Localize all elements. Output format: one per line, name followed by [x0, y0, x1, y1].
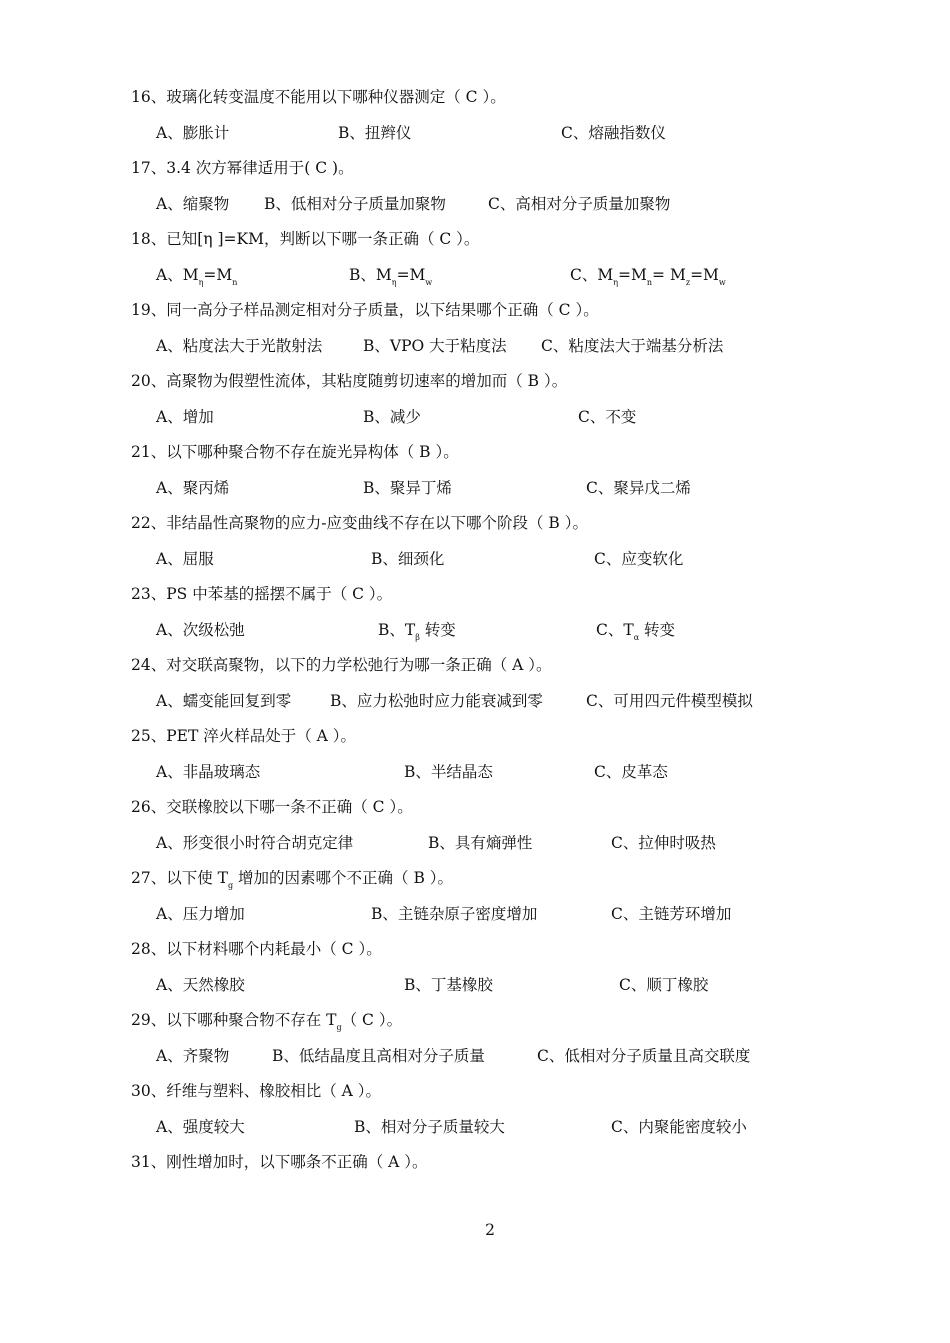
option-b: B、$M_\eta=M_w$	[349, 266, 433, 287]
question-stem: 23、PS 中苯基的摇摆不属于（ C ）。	[131, 585, 393, 603]
option-c: C、低相对分子质量且高交联度	[537, 1047, 751, 1065]
option-a: A、形变很小时符合胡克定律	[156, 834, 354, 852]
option-b: B、丁基橡胶	[404, 976, 493, 994]
option-a: A、$M_\eta=M_n$	[156, 266, 238, 287]
question-stem: 30、纤维与塑料、橡胶相比（ A ）。	[131, 1082, 382, 1100]
option-a: A、增加	[156, 408, 214, 426]
option-c: C、应变软化	[594, 550, 684, 568]
option-a: A、强度较大	[156, 1118, 245, 1136]
option-row	[156, 691, 796, 713]
option-c: C、$T_\alpha$ 转变	[596, 621, 676, 642]
option-b: B、细颈化	[371, 550, 445, 568]
option-row	[156, 265, 796, 287]
option-c: C、熔融指数仪	[561, 124, 666, 142]
option-b: B、扭辫仪	[338, 124, 412, 142]
option-a: A、蠕变能回复到零	[156, 692, 292, 710]
option-row	[156, 194, 796, 216]
question-stem: 26、交联橡胶以下哪一条不正确（ C ）。	[131, 798, 413, 816]
option-b: B、低相对分子质量加聚物	[264, 195, 446, 213]
option-c: C、顺丁橡胶	[619, 976, 709, 994]
option-b: B、主链杂原子密度增加	[371, 905, 538, 923]
option-row	[156, 336, 796, 358]
option-a: A、天然橡胶	[156, 976, 245, 994]
option-a: A、膨胀计	[156, 124, 230, 142]
question-stem: 22、非结晶性高聚物的应力-应变曲线不存在以下哪个阶段（ B ）。	[131, 514, 588, 532]
option-c: C、拉伸时吸热	[611, 834, 716, 852]
question-stem: 27、以下使 $T_g$ 增加的因素哪个不正确（ B ）。	[131, 869, 454, 890]
option-b: B、半结晶态	[404, 763, 493, 781]
option-row	[156, 833, 796, 855]
option-a: A、屈服	[156, 550, 214, 568]
option-a: A、齐聚物	[156, 1047, 230, 1065]
page-number: 2	[485, 1221, 495, 1239]
option-row	[156, 1046, 796, 1068]
option-row	[156, 975, 796, 997]
option-row	[156, 620, 796, 642]
question-stem: 21、以下哪种聚合物不存在旋光异构体（ B ）。	[131, 443, 459, 461]
question-stem: 25、PET 淬火样品处于（ A ）。	[131, 727, 357, 745]
option-a: A、压力增加	[156, 905, 245, 923]
question-stem: 24、对交联高聚物，以下的力学松弛行为哪一条正确（ A ）。	[131, 656, 552, 674]
question-stem: 31、刚性增加时，以下哪条不正确（ A ）。	[131, 1153, 428, 1171]
option-b: B、$T_\beta$ 转变	[378, 621, 456, 642]
question-stem: 20、高聚物为假塑性流体，其粘度随剪切速率的增加而（ B ）。	[131, 372, 568, 390]
option-row	[156, 407, 796, 429]
option-c: C、不变	[578, 408, 637, 426]
question-stem: 17、3.4 次方幂律适用于( C )。	[131, 159, 354, 177]
option-b: B、具有熵弹性	[428, 834, 533, 852]
option-row	[156, 1117, 796, 1139]
option-c: C、皮革态	[594, 763, 668, 781]
option-c: C、主链芳环增加	[611, 905, 732, 923]
option-c: C、可用四元件模型模拟	[586, 692, 753, 710]
option-a: A、次级松弛	[156, 621, 245, 639]
option-row	[156, 549, 796, 571]
option-b: B、相对分子质量较大	[354, 1118, 505, 1136]
option-b: B、聚异丁烯	[363, 479, 452, 497]
question-stem: 19、同一高分子样品测定相对分子质量，以下结果哪个正确（ C ）。	[131, 301, 599, 319]
option-a: A、缩聚物	[156, 195, 230, 213]
question-stem: 28、以下材料哪个内耗最小（ C ）。	[131, 940, 382, 958]
option-a: A、聚丙烯	[156, 479, 230, 497]
option-b: B、低结晶度且高相对分子质量	[272, 1047, 485, 1065]
option-c: C、$M_\eta=M_n= M_z=M_w$	[570, 266, 726, 287]
option-b: B、应力松弛时应力能衰减到零	[330, 692, 543, 710]
question-stem: 29、以下哪种聚合物不存在 $T_g$（ C ）。	[131, 1011, 403, 1032]
option-b: B、VPO 大于粘度法	[363, 337, 507, 355]
option-row	[156, 762, 796, 784]
option-c: C、聚异戊二烯	[586, 479, 691, 497]
option-row	[156, 904, 796, 926]
option-row	[156, 478, 796, 500]
option-c: C、高相对分子质量加聚物	[488, 195, 671, 213]
option-c: C、内聚能密度较小	[611, 1118, 747, 1136]
question-stem: 16、玻璃化转变温度不能用以下哪种仪器测定（ C ）。	[131, 88, 506, 106]
option-c: C、粘度法大于端基分析法	[541, 337, 724, 355]
option-a: A、非晶玻璃态	[156, 763, 261, 781]
option-a: A、粘度法大于光散射法	[156, 337, 323, 355]
question-stem: 18、已知[η ]=KM，判断以下哪一条正确（ C ）。	[131, 230, 480, 248]
option-row	[156, 123, 796, 145]
option-b: B、减少	[363, 408, 421, 426]
